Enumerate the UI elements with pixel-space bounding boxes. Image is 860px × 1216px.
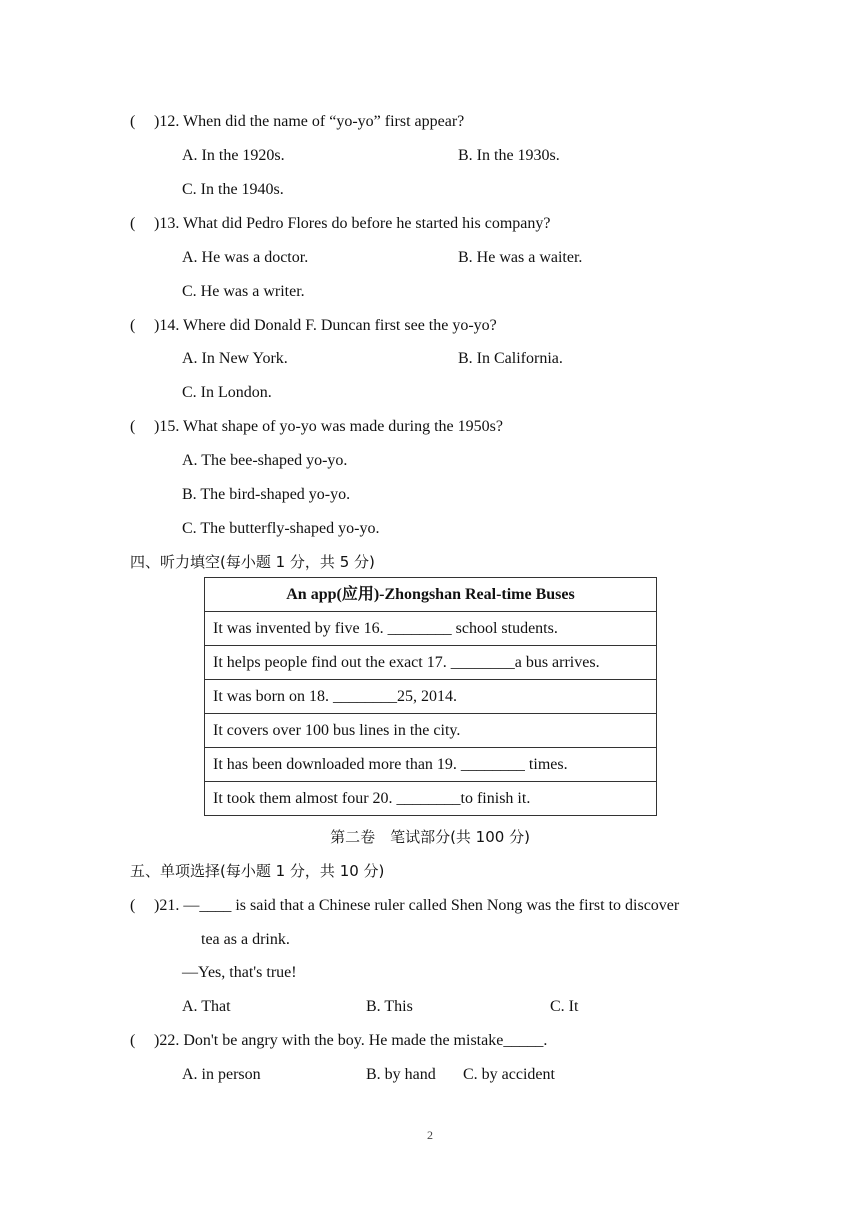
answer-blank: (: [130, 1032, 136, 1049]
table-cell: It took them almost four 20. ________to finish it.: [205, 782, 657, 816]
option-a: A. The bee-shaped yo-yo.: [182, 452, 348, 469]
answer-blank: (: [130, 418, 136, 435]
option-b: B. This: [366, 998, 413, 1015]
page-number: 2: [427, 1128, 433, 1142]
table-cell: It was invented by five 16. ________ school students.: [205, 612, 657, 646]
table-cell: It has been downloaded more than 19. ________ times.: [205, 748, 657, 782]
answer-blank: (: [130, 113, 136, 130]
question-21: [130, 896, 679, 916]
option-a: A. in person: [182, 1066, 261, 1083]
option-c: C. It: [550, 998, 579, 1015]
question-text: )21. —____ is said that a Chinese ruler called Shen Nong was the first to discover: [154, 897, 680, 914]
question-text: )22. Don't be angry with the boy. He made the mistake_____.: [154, 1032, 548, 1049]
option-b: B. In the 1930s.: [458, 147, 560, 164]
dialogue-reply: —Yes, that's true!: [182, 964, 297, 981]
table-header: An app(应用)-Zhongshan Real-time Buses: [205, 578, 657, 612]
option-b: B. The bird-shaped yo-yo.: [182, 486, 351, 503]
option-c: C. In the 1940s.: [182, 181, 284, 198]
section-5-title: 五、单项选择(每小题 1 分，共 10 分): [130, 862, 385, 880]
option-c: C. In London.: [182, 384, 272, 401]
table-row: [205, 578, 657, 612]
option-c: C. The butterfly-shaped yo-yo.: [182, 520, 380, 537]
question-text: )15. What shape of yo-yo was made during the 1950s?: [154, 418, 503, 435]
table-cell: It helps people find out the exact 17. ________a bus arrives.: [205, 646, 657, 680]
option-a: A. In New York.: [182, 350, 288, 367]
option-c: C. by accident: [463, 1066, 555, 1083]
listening-fill-table: [204, 577, 657, 816]
question-text-continued: tea as a drink.: [201, 931, 290, 948]
question-text: )13. What did Pedro Flores do before he started his company?: [154, 215, 551, 232]
question-12: [130, 112, 464, 132]
table-row: [205, 714, 657, 748]
section-4-title: 四、听力填空(每小题 1 分，共 5 分): [130, 553, 375, 571]
table-cell: It covers over 100 bus lines in the city.: [205, 714, 657, 748]
option-c: C. He was a writer.: [182, 283, 305, 300]
answer-blank: (: [130, 215, 136, 232]
question-text: )14. Where did Donald F. Duncan first see the yo-yo?: [154, 317, 497, 334]
table-row: [205, 612, 657, 646]
table-cell: It was born on 18. ________25, 2014.: [205, 680, 657, 714]
part-2-title: 第二卷 笔试部分(共 100 分): [330, 828, 530, 846]
table-row: [205, 748, 657, 782]
table-row: [205, 680, 657, 714]
option-b: B. In California.: [458, 350, 563, 367]
question-15: [130, 417, 503, 437]
option-a: A. That: [182, 998, 231, 1015]
table-row: [205, 646, 657, 680]
question-text: )12. When did the name of “yo-yo” first appear?: [154, 113, 465, 130]
question-13: [130, 214, 551, 234]
answer-blank: (: [130, 897, 136, 914]
question-14: [130, 316, 497, 336]
option-a: A. He was a doctor.: [182, 249, 309, 266]
table-row: [205, 782, 657, 816]
option-a: A. In the 1920s.: [182, 147, 285, 164]
option-b: B. by hand: [366, 1066, 436, 1083]
option-b: B. He was a waiter.: [458, 249, 583, 266]
answer-blank: (: [130, 317, 136, 334]
question-22: [130, 1031, 547, 1051]
